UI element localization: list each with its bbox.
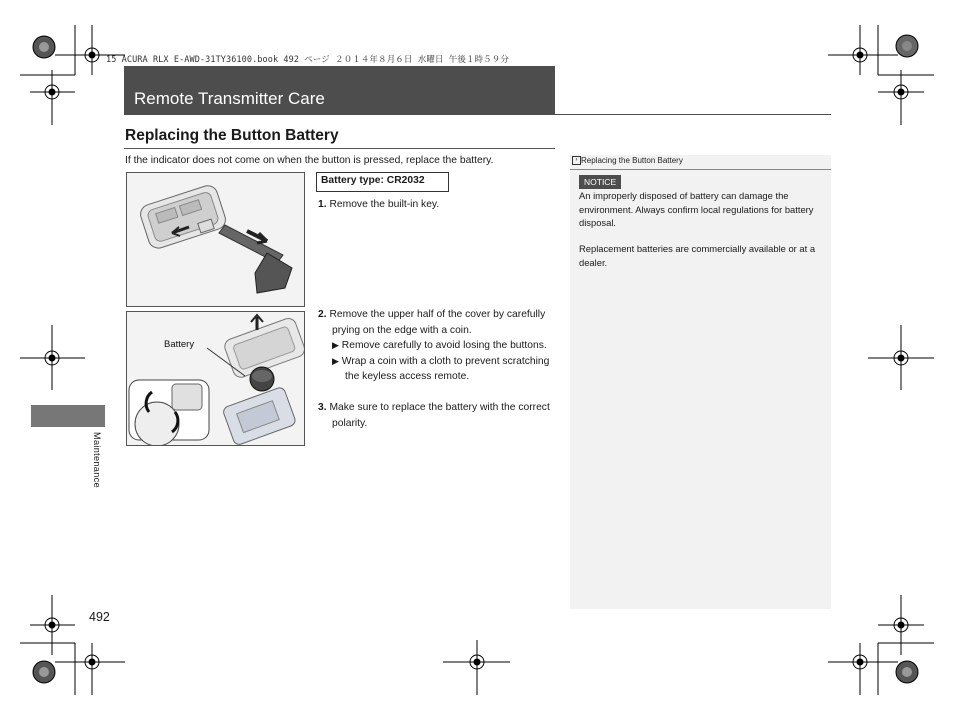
sidebar-divider: [570, 169, 831, 170]
sub-text: Wrap a coin with a cloth to prevent scratching the keyless access remote.: [341, 355, 550, 382]
notice-badge: NOTICE: [579, 175, 621, 189]
chapter-title: Remote Transmitter Care: [134, 89, 325, 108]
step-number: 3.: [318, 402, 327, 413]
sub-text: Remove carefully to avoid losing the buttons.: [341, 340, 547, 351]
section-heading: Replacing the Button Battery: [125, 127, 339, 144]
step-3: [318, 400, 556, 431]
sidebar-paragraph: An improperly disposed of battery can damage the environment. Always confirm local regulations for battery disposal.: [579, 190, 814, 228]
step-text: Make sure to replace the battery with the correct polarity.: [329, 402, 550, 429]
battery-illustration: [127, 312, 304, 445]
battery-callout: Battery: [164, 339, 195, 350]
step-number: 1.: [318, 199, 327, 210]
page-number: 492: [89, 610, 110, 624]
step-sub-item: [318, 338, 556, 354]
reference-marker-icon: ›: [572, 156, 581, 165]
step-main: [318, 400, 556, 431]
step-text: Remove the upper half of the cover by carefully prying on the edge with a coin.: [329, 309, 546, 336]
step-main: [318, 307, 556, 338]
figure-remove-key: [126, 172, 305, 307]
battery-type-label: Battery type: CR2032: [321, 175, 425, 186]
step-1: [318, 197, 439, 213]
section-divider: [124, 148, 555, 149]
chapter-tab-label: Maintenance: [92, 432, 102, 488]
key-fob-illustration: [127, 173, 304, 306]
title-divider: [124, 114, 831, 115]
step-number: 2.: [318, 309, 327, 320]
triangle-bullet-icon: ▶: [332, 340, 339, 350]
intro-paragraph: If the indicator does not come on when the button is pressed, replace the battery.: [125, 155, 494, 166]
sidebar-title: [572, 156, 683, 165]
step-2: [318, 307, 556, 385]
triangle-bullet-icon: ▶: [332, 355, 339, 366]
sidebar-paragraph: Replacement batteries are commercially available or at a dealer.: [579, 243, 816, 268]
figure-battery-replacement: [126, 311, 305, 446]
print-header: 15 ACURA RLX E-AWD-31TY36100.book 492 ページ ２０１４年８月６日 水曜日 午後１時５９分: [106, 55, 509, 65]
step-sub-item: [318, 354, 556, 385]
chapter-tab: [31, 405, 105, 427]
step-text: Remove the built-in key.: [329, 199, 440, 210]
sidebar-title-text: Replacing the Button Battery: [581, 156, 683, 165]
